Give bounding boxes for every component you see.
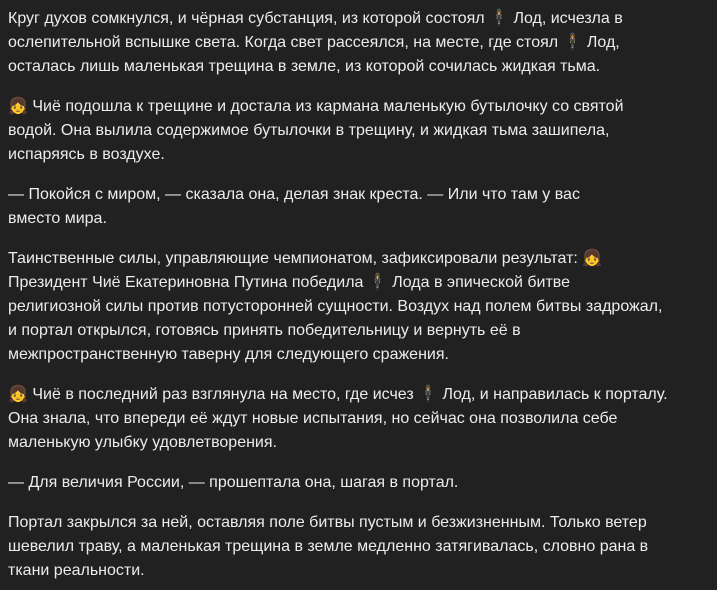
- text-line: Таинственные силы, управляющие чемпионатом, зафиксировали результат: 👧: [8, 250, 603, 267]
- paragraph: [8, 383, 707, 455]
- text-line: маленькую улыбку удовлетворения.: [8, 434, 277, 451]
- text-line: — Покойся с миром, — сказала она, делая знак креста. — Или что там у вас: [8, 186, 580, 203]
- text-line: ослепительной вспышке света. Когда свет рассеялся, на месте, где стоял 🕴 Лод,: [8, 34, 620, 51]
- text-line: межпространственную таверну для следующего сражения.: [8, 346, 449, 363]
- chat-message: [8, 7, 707, 583]
- paragraph: [8, 7, 707, 79]
- paragraph: [8, 471, 707, 495]
- paragraph: [8, 511, 707, 583]
- paragraph: [8, 247, 707, 367]
- text-line: осталась лишь маленькая трещина в земле, из которой сочилась жидкая тьма.: [8, 58, 601, 75]
- text-line: ткани реальности.: [8, 562, 145, 579]
- text-line: вместо мира.: [8, 210, 107, 227]
- text-line: 👧 Чиё в последний раз взглянула на место, где исчез 🕴 Лод, и направилась к порталу.: [8, 386, 668, 403]
- text-line: Президент Чиё Екатериновна Путина победила 🕴 Лода в эпической битве: [8, 274, 571, 291]
- text-line: религиозной силы против потусторонней сущности. Воздух над полем битвы задрожал,: [8, 298, 663, 315]
- text-line: Круг духов сомкнулся, и чёрная субстанция, из которой состоял 🕴 Лод, исчезла в: [8, 10, 623, 27]
- text-line: и портал открылся, готовясь принять победительницу и вернуть её в: [8, 322, 521, 339]
- paragraph: [8, 183, 707, 231]
- text-line: Она знала, что впереди её ждут новые испытания, но сейчас она позволила себе: [8, 410, 618, 427]
- text-line: 👧 Чиё подошла к трещине и достала из кармана маленькую бутылочку со святой: [8, 98, 624, 115]
- text-line: Портал закрылся за ней, оставляя поле битвы пустым и безжизненным. Только ветер: [8, 514, 647, 531]
- paragraph: [8, 95, 707, 167]
- text-line: шевелил траву, а маленькая трещина в земле медленно затягивалась, словно рана в: [8, 538, 649, 555]
- text-line: — Для величия России, — прошептала она, шагая в портал.: [8, 474, 459, 491]
- text-line: испаряясь в воздухе.: [8, 146, 165, 163]
- text-line: водой. Она вылила содержимое бутылочки в трещину, и жидкая тьма зашипела,: [8, 122, 610, 139]
